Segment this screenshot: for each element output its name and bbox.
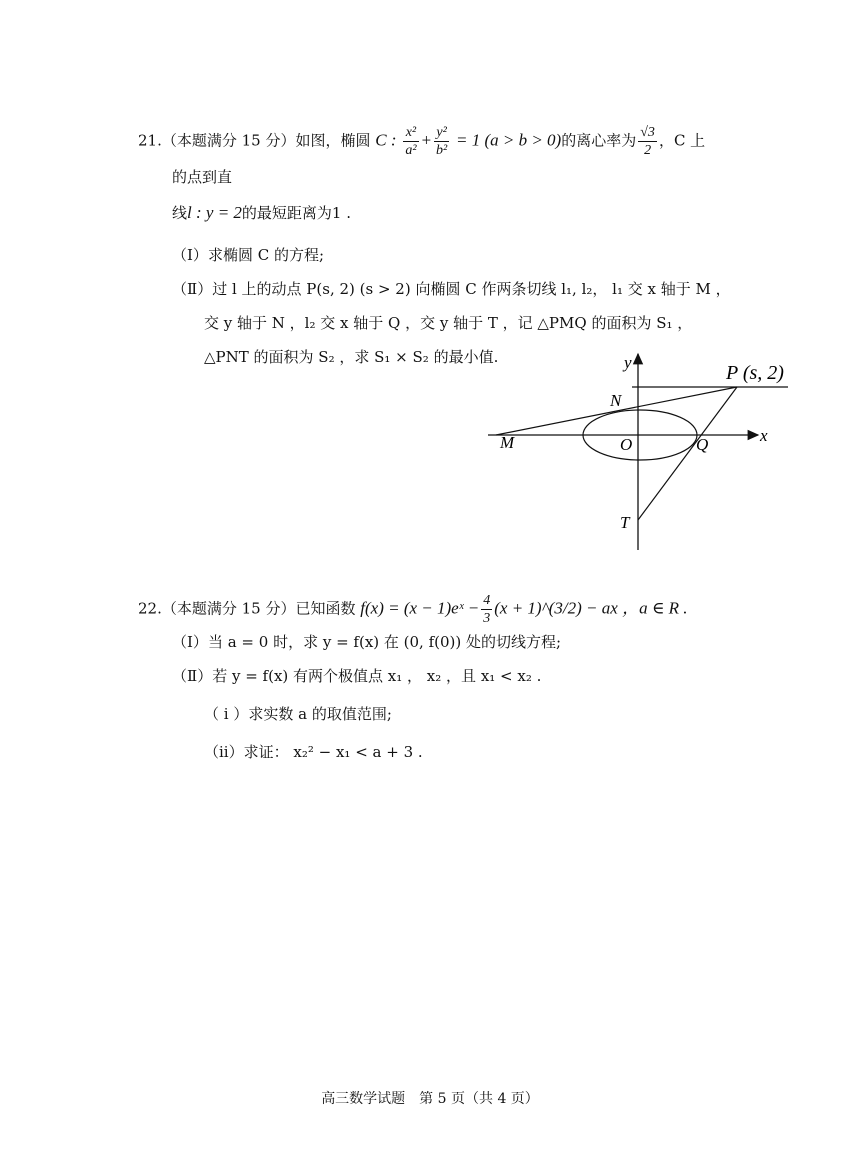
q22-part1-text: 当 a = 0 时，求 y = f(x) 在 (0, f(0)) 处的切线方程; <box>207 633 562 651</box>
q21-part2-label: （Ⅱ） <box>172 280 213 298</box>
q22-part1 <box>172 631 561 653</box>
q21-part2-text1: 过 l 上的动点 P(s, 2) (s > 2) 向椭圆 C 作两条切线 l₁, l₂， l₁ 交 x 轴于 M ， <box>212 280 731 298</box>
q21-line3-math: l : y = 2 <box>187 203 242 222</box>
q21-part1-label: （Ⅰ） <box>172 246 208 264</box>
label-o: O <box>620 435 633 454</box>
label-y: y <box>624 353 632 372</box>
q21-first-line <box>138 124 705 159</box>
q22-func-tail: (x + 1)^(3/2) − ax ，a ∈ R . <box>494 598 688 618</box>
q22-func: f(x) = (x − 1)eˣ − <box>360 598 480 618</box>
q21-ecc-frac: $\frac{√3}{2}$ <box>640 125 655 158</box>
q21-ellipse-prefix: C : <box>375 130 397 150</box>
q21-part2-line3: △PNT 的面积为 S₂ ，求 S₁ ⨯ S₂ 的最小值. <box>204 348 499 366</box>
label-p: P (s, 2) <box>726 362 784 384</box>
q22-part2 <box>172 665 541 687</box>
q22-score: （本题满分 15 分） <box>161 599 296 618</box>
label-x: x <box>760 426 768 445</box>
q22-part2-text: 若 y = f(x) 有两个极值点 x₁ ， x₂ ，且 x₁ < x₂ . <box>212 667 542 685</box>
q21-part1 <box>172 244 324 266</box>
q21-number: 21. <box>138 131 162 150</box>
q21-line3-prefix: 线 <box>172 204 188 222</box>
q22-frac: $\frac{4}{3}$ <box>483 593 491 626</box>
q22-part1-label: （Ⅰ） <box>172 633 208 651</box>
label-t: T <box>620 513 630 532</box>
q21-plus: + <box>420 130 432 150</box>
q22-part2-label: （Ⅱ） <box>172 667 213 685</box>
tangent-l2 <box>638 387 737 520</box>
q21-line3-suffix: 的最短距离为1 . <box>241 204 352 222</box>
q21-ecc-text: 的离心率为 <box>561 131 637 150</box>
page-footer: 高三数学试题 第 5 页（共 4 页） <box>321 1091 539 1107</box>
q22-sub1-text: 求实数 a 的取值范围; <box>248 705 392 723</box>
q21-part2-line2: 交 y 轴于 N ，l₂ 交 x 轴于 Q ，交 y 轴于 T ，记 △PMQ 的面积为 S₁ ， <box>204 314 693 332</box>
ellipse-tangent-figure <box>486 348 816 558</box>
q21-tail: ，C 上 <box>658 131 706 150</box>
label-m: M <box>500 433 515 452</box>
q21-line3 <box>172 202 351 224</box>
q21-line2: 的点到直 <box>172 168 233 186</box>
label-q: Q <box>696 435 709 454</box>
q21-ellipse-rhs: = 1 (a > b > 0) <box>455 130 562 150</box>
q22-sub1-label: （ i ） <box>204 705 249 723</box>
q22-sub2-label: （ii） <box>204 743 244 761</box>
q22-number: 22. <box>138 599 162 618</box>
q21-part1-text: 求椭圆 C 的方程; <box>207 246 325 264</box>
q21-ellipse-frac-x: $\frac{\text{x²}}{\text{a²}}$ <box>405 125 417 158</box>
q22-intro: 已知函数 <box>295 599 356 618</box>
label-n: N <box>610 391 622 410</box>
q21-ellipse-frac-y: $\frac{\text{y²}}{\text{b²}}$ <box>436 125 448 158</box>
q22-sub2 <box>204 741 423 763</box>
q22-first-line <box>138 592 688 627</box>
q22-sub1 <box>204 703 392 725</box>
q21-score: （本题满分 15 分） <box>161 131 296 150</box>
q21-part2-line1 <box>172 278 731 300</box>
q22-sub2-text: 求证： x₂² − x₁ < a + 3 . <box>243 743 423 761</box>
q21-intro: 如图，椭圆 <box>295 131 371 150</box>
